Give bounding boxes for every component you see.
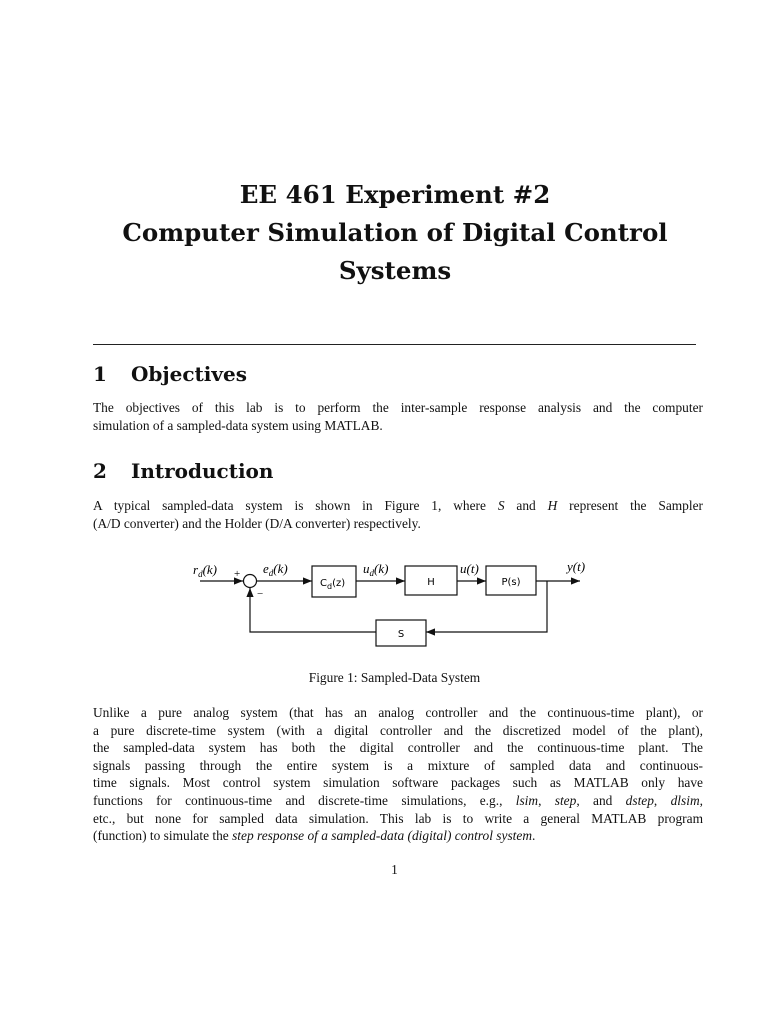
section-number: 1: [93, 362, 107, 386]
intro-paragraph-2: [93, 704, 703, 845]
section-title: Objectives: [131, 362, 247, 386]
intro-paragraph-1: [93, 497, 703, 532]
page-number: 1: [391, 862, 398, 877]
text-run: (function) to simulate the: [93, 828, 233, 844]
text-run: represent the Sampler: [557, 498, 703, 513]
func-dlsim: dlsim: [670, 792, 700, 808]
signal-e-label: $e_d(k)$: [263, 561, 288, 578]
plant-label: P(s): [501, 577, 521, 588]
paragraph-line: [93, 827, 703, 845]
title-line-1: EE 461 Experiment #2: [239, 180, 551, 209]
text-run: A typical sampled-data system is shown in Figure 1, where: [93, 498, 498, 513]
func-dstep: dstep: [625, 792, 654, 808]
paragraph-line: the sampled-data system has both the digital controller and the continuous-time plant. The: [93, 740, 703, 756]
symbol-H: H: [547, 498, 558, 513]
title-line-2: Computer Simulation of Digital Control: [122, 218, 668, 247]
controller-label: $C_d(z)$: [320, 578, 346, 591]
plus-sign: +: [234, 568, 241, 580]
text-run: ,: [699, 792, 703, 808]
paragraph-line: signals passing through the entire system is a mixture of sampled data and continuous-: [93, 757, 703, 773]
paragraph-line: a pure discrete-time system (with a digital controller and the discretized model of the plant),: [93, 722, 703, 738]
section-number: 2: [93, 459, 107, 483]
minus-sign: −: [257, 588, 264, 600]
section-heading-objectives: [93, 362, 247, 386]
signal-ud-label: $u_d(k)$: [363, 561, 389, 578]
signal-yt-label: y(t): [567, 559, 586, 574]
figure-caption: Figure 1: Sampled-Data System: [308, 670, 481, 685]
text-run: ,: [538, 792, 555, 808]
title-line-3: Systems: [338, 256, 452, 285]
text-run: .: [531, 828, 536, 844]
holder-label: H: [427, 577, 435, 588]
func-step: step: [554, 792, 577, 808]
signal-ut-label: u(t): [460, 561, 479, 576]
section-heading-introduction: [93, 459, 273, 483]
paragraph-line: simulation of a sampled-data system using MATLAB.: [93, 417, 383, 433]
paragraph-line: Unlike a pure analog system (that has an analog controller and the continuous-time plant), or: [93, 705, 703, 720]
feedback-line-left: [250, 588, 376, 632]
symbol-S: S: [497, 498, 505, 513]
paragraph-line: [93, 792, 703, 810]
paragraph-line: (A/D converter) and the Holder (D/A converter) respectively.: [93, 515, 421, 531]
paper-title: [80, 176, 710, 290]
paragraph-line: time signals. Most control system simulation software packages such as MATLAB only have: [93, 775, 703, 791]
paragraph-line: [93, 497, 703, 515]
section-title: Introduction: [131, 459, 274, 483]
sampler-label: S: [397, 629, 405, 640]
paragraph-line: The objectives of this lab is to perform the inter-sample response analysis and the computer: [93, 400, 703, 415]
text-run: ,: [653, 792, 671, 808]
horizontal-rule: [93, 344, 696, 345]
objectives-paragraph: [93, 399, 703, 434]
summing-junction: [244, 575, 257, 588]
func-lsim: lsim: [515, 792, 539, 808]
text-run: and: [504, 498, 548, 513]
paragraph-line: etc., but none for sampled data simulation. This lab is to write a general MATLAB program: [93, 810, 703, 826]
text-run: , and: [576, 792, 626, 808]
block-diagram: [0, 550, 768, 660]
signal-r-label: $r_d(k)$: [193, 562, 217, 579]
text-run: functions for continuous-time and discrete-time simulations, e.g.,: [93, 792, 516, 808]
emphasis-text: step response of a sampled-data (digital) control system: [232, 828, 532, 844]
